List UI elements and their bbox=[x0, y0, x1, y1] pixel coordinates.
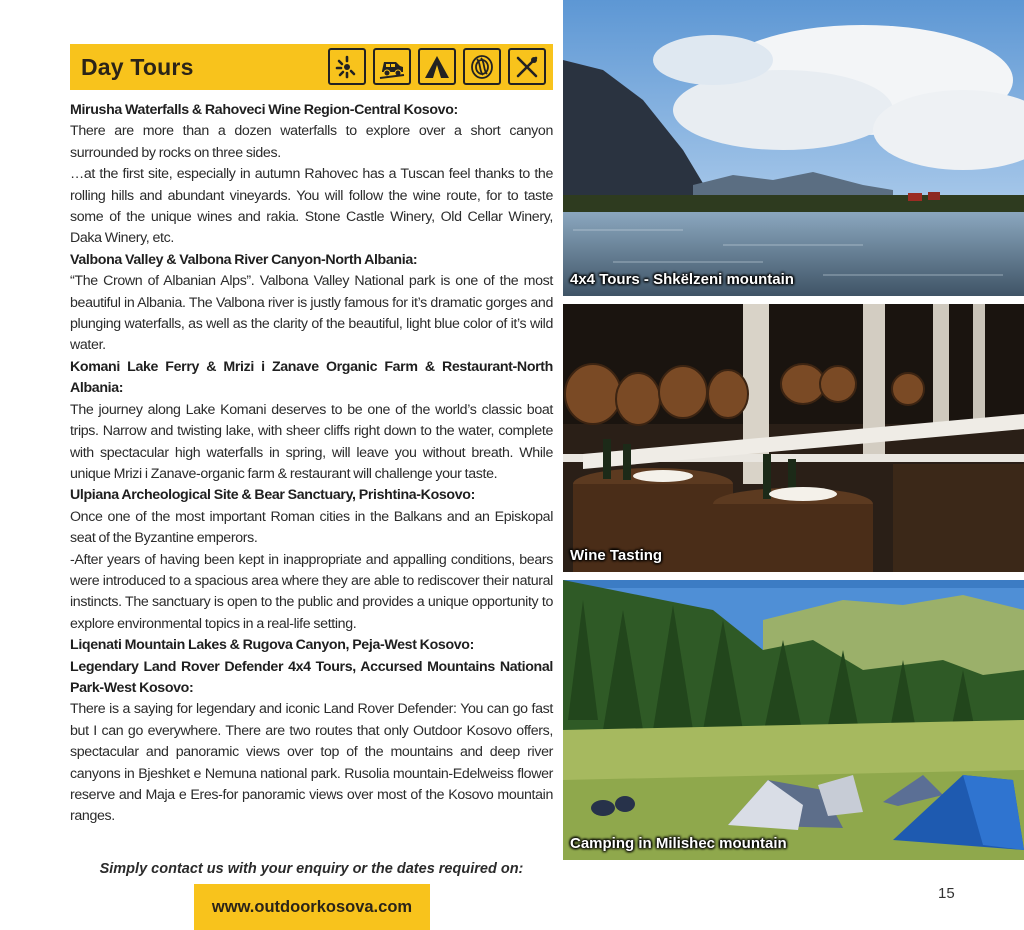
land-rover-icon bbox=[373, 48, 411, 85]
camping-tent-icon bbox=[418, 48, 456, 85]
photo-mountain-lake bbox=[563, 0, 1024, 296]
hiking-icon bbox=[328, 48, 366, 85]
photo-camping bbox=[563, 580, 1024, 860]
header-bar bbox=[70, 44, 553, 90]
section-paragraph: There are more than a dozen waterfalls to explore over a short canyon surrounded by rocks on three sides. bbox=[70, 123, 553, 161]
section-paragraph: The journey along Lake Komani deserves to be one of the world’s classic boat trips. Narrow and twisting lake, with sheer cliffs right down to the water, complete with spectacular high waterfalls in spring, will leave you without breath. While unique Mrizi i Zanave-organic farm & restaurant will challenge your taste. bbox=[70, 401, 553, 482]
section-paragraph: -After years of having been kept in inappropriate and appalling conditions, bears were introduced to a spacious area where they are able to rediscover their natural instincts. The sanctuary is open to the public and provides a unique opportunity to explore environmental topics in a real-life setting. bbox=[70, 551, 553, 632]
section-heading: Ulpiana Archeological Site & Bear Sanctuary, Prishtina-Kosovo: bbox=[70, 487, 475, 504]
section-paragraph: There is a saying for legendary and iconic Land Rover Defender: You can go fast but I can go everywhere. There are two routes that only Outdoor Kosovo offers, spectacular and panoramic views over top of the mountains and deep river canyons in Bjeshket e Nemuna national park. Rusolia mountain-Edelweiss flower reserve and Maja e Eres-for panoramic views over most of the Kosovo mountain ranges. bbox=[70, 701, 553, 825]
section-paragraph: “The Crown of Albanian Alps”. Valbona Valley National park is one of the most beautiful in Albania. The Valbona river is justly famous for it’s dramatic gorges and plunging waterfalls, as well as the clarity of the beautiful, light blue color of it’s wild water. bbox=[70, 273, 553, 354]
photo-wine-cellar bbox=[563, 304, 1024, 572]
section-paragraph: …at the first site, especially in autumn Rahovec has a Tuscan feel thanks to the rolling hills and abundant vineyards. You will follow the wine route, for to taste some of the unique wines and rakia. Stone Castle Winery, Old Cellar Winery, Daka Winery, etc. bbox=[70, 166, 553, 247]
website-bar[interactable] bbox=[194, 884, 430, 930]
section-heading: Legendary Land Rover Defender 4x4 Tours, Accursed Mountains National Park-West Kosovo: bbox=[70, 658, 553, 696]
tours-description bbox=[70, 100, 553, 828]
photo-caption: Wine Tasting bbox=[570, 547, 663, 564]
contact-text: Simply contact us with your enquiry or the dates required on: bbox=[99, 861, 524, 877]
section-heading: Valbona Valley & Valbona River Canyon-North Albania: bbox=[70, 251, 418, 268]
page-number: 15 bbox=[938, 885, 955, 902]
website-link[interactable]: www.outdoorkosova.com bbox=[211, 898, 413, 916]
restaurant-icon bbox=[508, 48, 546, 85]
activity-icons bbox=[328, 48, 546, 85]
section-heading: Komani Lake Ferry & Mrizi i Zanave Organic Farm & Restaurant-North Albania: bbox=[70, 358, 553, 397]
page-title: Day Tours bbox=[81, 54, 194, 80]
photo-caption: Camping in Milishec mountain bbox=[570, 835, 787, 852]
photo-caption: 4x4 Tours - Shkëlzeni mountain bbox=[570, 271, 794, 288]
section-heading: Mirusha Waterfalls & Rahoveci Wine Region-Central Kosovo: bbox=[70, 102, 458, 118]
wine-tasting-icon bbox=[463, 48, 501, 85]
section-heading: Liqenati Mountain Lakes & Rugova Canyon, Peja-West Kosovo: bbox=[70, 637, 474, 654]
section-paragraph: Once one of the most important Roman cities in the Balkans and an Episkopal seat of the Byzantine emperors. bbox=[70, 508, 553, 547]
